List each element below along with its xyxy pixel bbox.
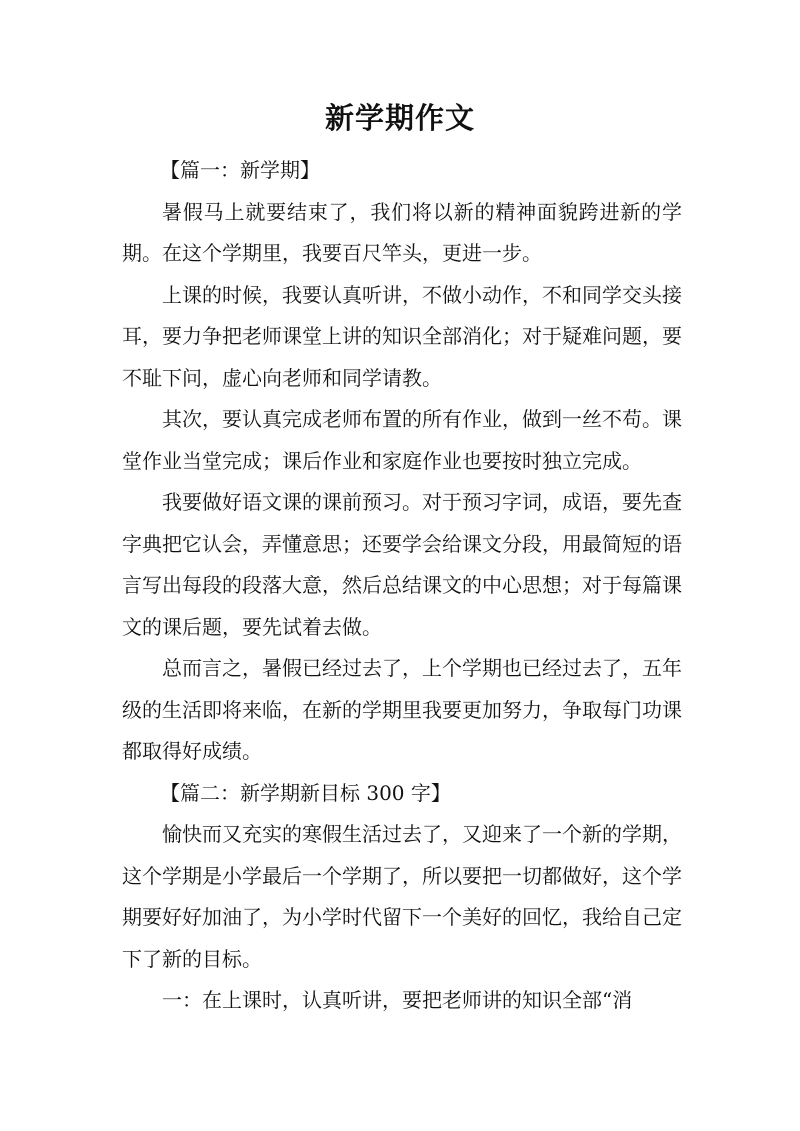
- document-body: [122, 150, 682, 1022]
- paragraph: 上课的时候，我要认真听讲，不做小动作，不和同学交头接耳，要力争把老师课堂上讲的知识全部消化；对于疑难问题，要不耻下问，虚心向老师和同学请教。: [122, 282, 682, 390]
- section-heading: 【篇一：新学期】: [160, 158, 320, 182]
- paragraph: 总而言之，暑假已经过去了，上个学期也已经过去了，五年级的生活即将来临，在新的学期里我要更加努力，争取每门功课都取得好成绩。: [122, 656, 682, 763]
- paragraph: 其次，要认真完成老师布置的所有作业，做到一丝不苟。课堂作业当堂完成；课后作业和家庭作业也要按时独立完成。: [122, 407, 682, 473]
- document-title: 新学期作文: [324, 101, 475, 135]
- paragraph: 暑假马上就要结束了，我们将以新的精神面貌跨进新的学期。在这个学期里，我要百尺竿头，更进一步。: [122, 199, 682, 265]
- paragraph: 愉快而又充实的寒假生活过去了，又迎来了一个新的学期，这个学期是小学最后一个学期了，所以要把一切都做好，这个学期要好好加油了，为小学时代留下一个美好的回忆，我给自己定下了新的目标。: [122, 822, 682, 971]
- paragraph: 我要做好语文课的课前预习。对于预习字词，成语，要先查字典把它认会，弄懂意思；还要学会给课文分段，用最简短的语言写出每段的段落大意，然后总结课文的中心思想；对于每篇课文的课后题，要先试着去做。: [122, 490, 682, 639]
- paragraph: 一：在上课时，认真听讲，要把老师讲的知识全部“消: [162, 988, 633, 1012]
- section-heading: 【篇二：新学期新目标 300 字】: [160, 780, 451, 805]
